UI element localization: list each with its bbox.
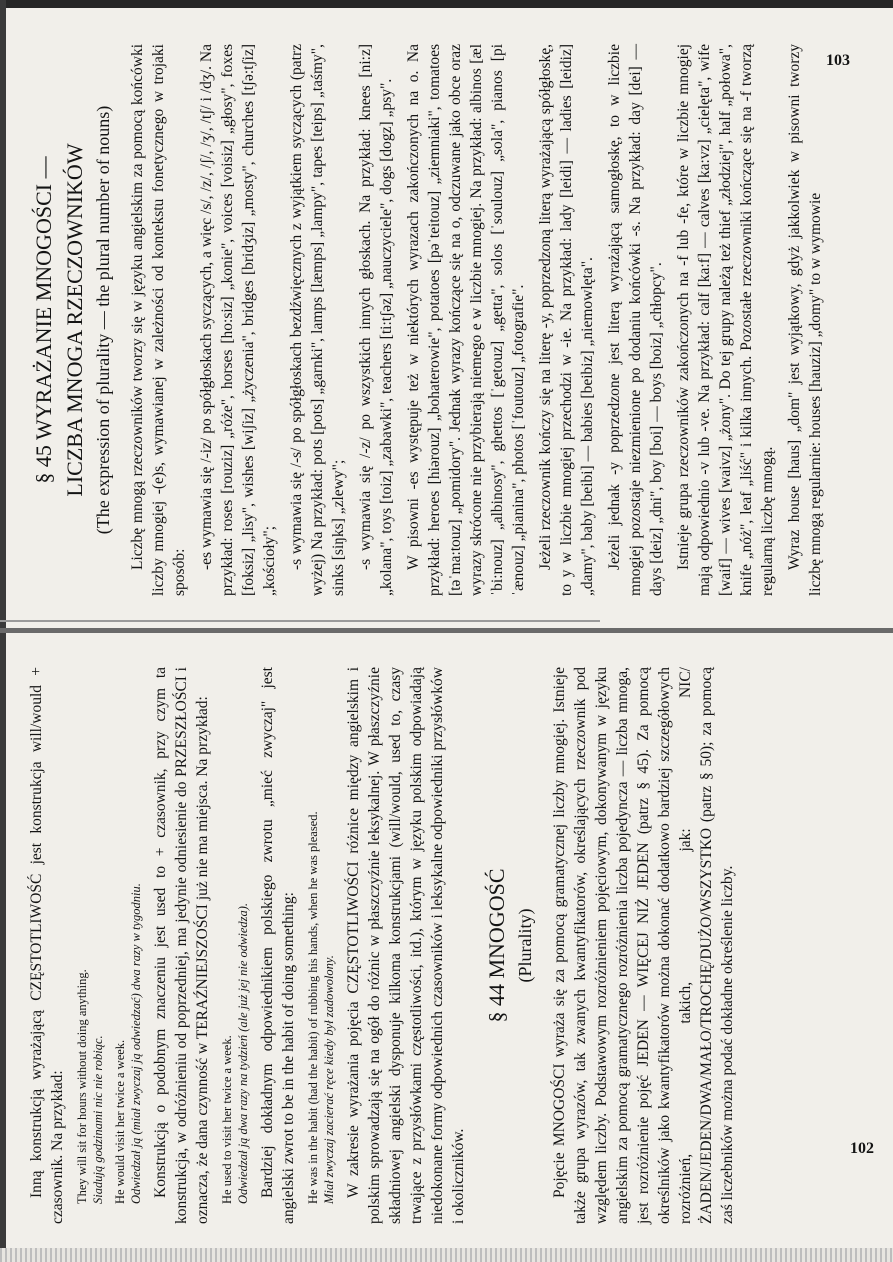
paragraph: Bardziej dokładnym odpowiednikiem polskiego zwrotu „mieć zwyczaj" jest angielski zwrot to be in the habit of doing something: xyxy=(259,667,297,1224)
section-44-title: § 44 MNOGOŚĆ xyxy=(484,868,509,1023)
section-45-title-line2: LICZBA MNOGA RZECZOWNIKÓW xyxy=(62,143,87,497)
section-44-subtitle: (Plurality) xyxy=(515,908,535,983)
page-102 xyxy=(8,643,893,1248)
paragraph: W zakresie wyrażania pojęcia CZĘSTOTLIWOŚCI różnice między angielskim i polskim sprowadzają się na ogół do różnic w płaszczyźnie leksykalnej. W płaszczyźnie składniowej angielski dysponuje kilkoma konstrukcjami (will/would, used to, czasy trwające z przysłówkami częstotliwości, itd.), którym w języku polskim odpowiadają niedokonane formy odpowiednich czasowników i leksykalne odpowiedniki przysłówków i okoliczników. xyxy=(345,667,467,1224)
paragraph: Wyraz house [haus] „dom" jest wyjątkowy, gdyż jakkolwiek w pisowni tworzy liczbę mnogą regularnie: houses [hauziz] „domy" to w wymowie xyxy=(786,44,824,596)
example xyxy=(112,667,144,1204)
page-number-103: 103 xyxy=(826,52,850,69)
paragraph: Pojęcie MNOGOŚCI wyraża się za pomocą gramatycznej liczby mnogiej. Istnieje także grupa wyrazów, tak zwanych kwantyfikatorów, określających rzeczownik pod względem liczby. Podstawowym rozróżnieniem pojęciowym, dokonywanym w języku angielskim za pomocą gramatycznego rozróżnienia liczba pojedyncza — liczba mnoga, jest rozróżnienie pojęć JEDEN — WIĘCEJ NIŻ JEDEN (patrz § 45). Za pomocą określników jako kwantyfikatorów można dokonać dodatkowo bardziej szczegółowych rozróżnień, takich, jak: NIC/ŻADEN/JEDEN/DWA/MAŁO/TROCHĘ/DUŻO/WSZYSTKO (patrz § 50); za pomocą zaś liczebników można podać dokładne określenie liczby. xyxy=(551,667,736,1224)
paragraph: Liczbę mnogą rzeczowników tworzy się w języku angielskim za pomocą końcówki liczby mnogiej -(e)s, wymawianej w zależności od kontekstu fonetycznego w trojaki sposób: xyxy=(129,44,188,596)
paragraph: Inną konstrukcją wyrażającą CZĘSTOTLIWOŚĆ jest konstrukcja will/would + czasownik. Na przykład: xyxy=(28,667,66,1224)
paragraph: Jeżeli jednak -y poprzedzone jest literą wyrażającą samogłoskę, to w liczbie mnogiej pozostaje niezmienione po dodaniu końcówki -s. Na przykład: day [dei] — days [deiz] „dni", boy [boi] — boys [boiz] „chłopcy". xyxy=(606,44,665,596)
page-gutter-shadow xyxy=(0,620,600,622)
page-number-102: 102 xyxy=(850,1140,874,1157)
paragraph: Istnieje grupa rzeczowników zakończonych na -f lub -fe, które w liczbie mnogiej mają odpowiednio -v lub -ve. Na przykład: calf [ka:f] — calves [ka:vz] „cielęta", wife [waif] — wives [waivz] „żony". Do tej grupy należą też thief „złodziej", half „połowa", knife „nóż", leaf „liść" i kilka innych. Pozostałe rzeczowniki kończące się na -f tworzą regularną liczbę mnogą. xyxy=(675,44,776,596)
scan-edge-bottom xyxy=(0,1248,893,1262)
section-45-title: § 45 WYRAŻANIE MNOGOŚCI — xyxy=(31,156,56,484)
example-en: He used to visit her twice a week. xyxy=(220,1035,234,1204)
example xyxy=(305,667,337,1204)
example-pl: Miał zwyczaj zacierać ręce kiedy był zadowolony. xyxy=(322,955,336,1204)
example-pl: Odwiedzał ją (miał zwyczaj ją odwiedzać) dwa razy w tygodniu. xyxy=(129,883,143,1204)
page-103 xyxy=(8,20,893,620)
section-45-subtitle: (The expression of plurality — the plural number of nouns) xyxy=(93,105,113,535)
page-gutter xyxy=(0,628,893,633)
example-en: He would visit her twice a week. xyxy=(113,1039,127,1204)
scan-edge-top xyxy=(0,0,893,8)
paragraph: -s wymawia się /-z/ po wszystkich innych głoskach. Na przykład: knees [ni:z] „kolana", toys [toiz] „zabawki", teachers [ti:tʃəz] „nauczyciele", dogs [dogz] „psy". xyxy=(357,44,395,596)
example-pl: Siadują godzinami nic nie robiąc. xyxy=(91,1035,105,1204)
paragraph: Jeżeli rzeczownik kończy się na literę -y, poprzedzoną literą wyrażającą spółgłoskę, to y w liczbie mnogiej przechodzi w -ie. Na przykład: lady [leidi] — ladies [leidiz] „damy", baby [beibi] — babies [beibiz] „niemowlęta". xyxy=(537,44,596,596)
paragraph: -s wymawia się /-s/ po spółgłoskach bezdźwięcznych z wyjątkiem syczących (patrz wyżej) Na przykład: pots [pots] „garnki", lamps [læmps] „lampy", tapes [teips] „taśmy", sinks [siŋks] „zlewy"; xyxy=(288,44,347,596)
example-pl: Odwiedzał ją dwa razy na tydzień (ale już jej nie odwiedza). xyxy=(236,902,250,1204)
paragraph: -es wymawia się /-iz/ po spółgłoskach syczących, a więc /s/, /z/, /ʃ/, /ʒ/, /tʃ/ i /dʒ/. Na przykład: roses [rouziz] „róże", horses [ho:siz] „konie", voices [voisiz] „głosy", foxes [foksiz] „lisy", wishes [wiʃiz] „życzenia", bridges [bridʒiz] „mosty", churches [tʃə:tʃiz] „kościoły"; xyxy=(198,44,278,596)
paragraph: Konstrukcją o podobnym znaczeniu jest used to + czasownik, przy czym ta konstrukcja, w odróżnieniu od poprzedniej, ma jedynie odniesienie do PRZESZŁOŚCI i oznacza, że dana czynność w TERAŹNIEJSZOŚCI już nie ma miejsca. Na przykład: xyxy=(152,667,211,1224)
example-en: He was in the habit (had the habit) of rubbing his hands, when he was pleased. xyxy=(306,811,320,1204)
paragraph: W pisowni -es występuje też w niektórych wyrazach zakończonych na o. Na przykład: heroes [hiərouz] „bohaterowie", potatoes [pəˈteitouz] „ziemniaki", tomatoes [təˈma:touz] „pomidory". Jednak wyrazy kończące się na o, odczuwane jako obce oraz wyrazy skrócone nie przybierają niemego e w liczbie mnogiej. Na przykład: albinos [ælˈbi:nouz] „albinosy", ghettos [ˈgetouz] „getta", solos [ˈsoulouz] „sola", pianos [piˈænouz] „pianina", photos [ˈfoutouz] „fotografie". xyxy=(405,44,527,596)
example xyxy=(219,667,251,1204)
example xyxy=(74,667,106,1204)
example-en: They will sit for hours without doing anything. xyxy=(75,969,89,1204)
